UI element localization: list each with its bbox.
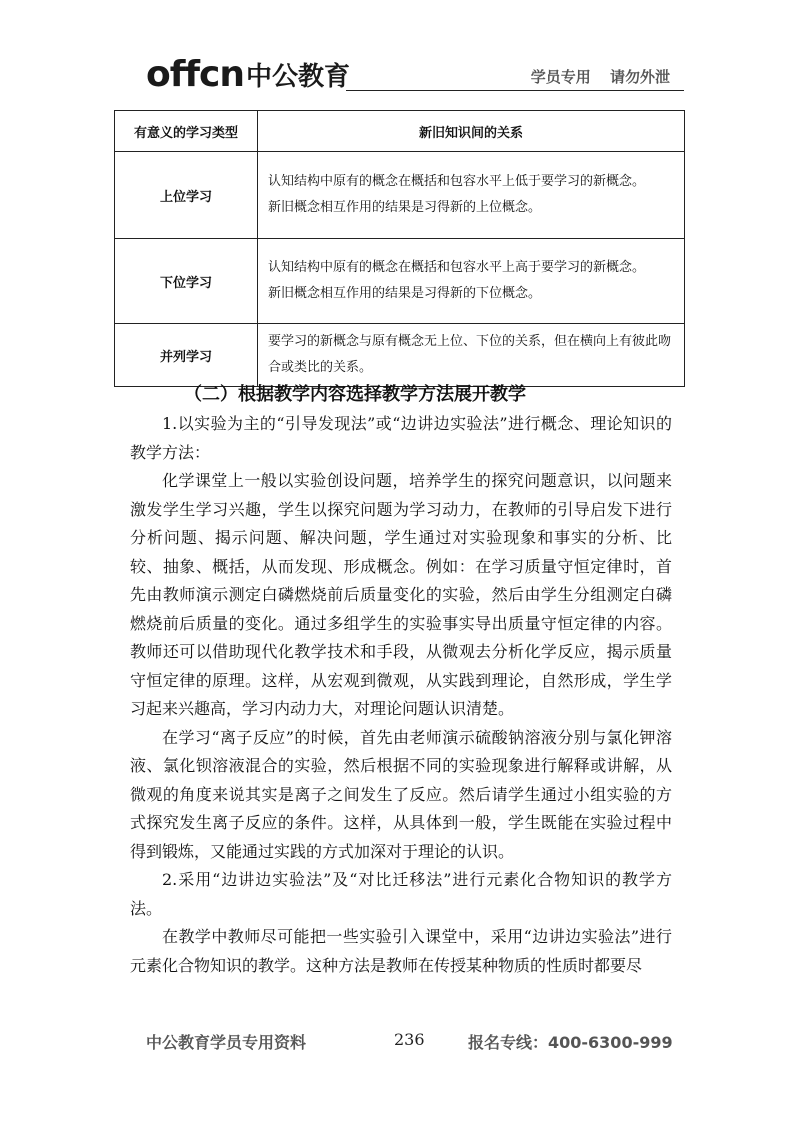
column-header-relation: 新旧知识间的关系 bbox=[258, 111, 685, 152]
page-footer bbox=[146, 1030, 686, 1052]
relation-line: 认知结构中原有的概念在概括和包容水平上高于要学习的新概念。 bbox=[268, 260, 646, 275]
relation-line: 要学习的新概念与原有概念无上位、下位的关系，但在横向上有彼此吻合或类比的关系。 bbox=[268, 334, 672, 375]
table-header-row bbox=[115, 111, 685, 152]
relation-line: 新旧概念相互作用的结果是习得新的上位概念。 bbox=[268, 200, 542, 215]
paragraph: 在教学中教师尽可能把一些实验引入课堂中，采用“边讲边实验法”进行元素化合物知识的教学。这种方法是教师在传授某种物质的性质时都要尽 bbox=[130, 927, 672, 975]
body-text bbox=[130, 410, 672, 980]
learning-type-table bbox=[114, 110, 685, 387]
paragraph: 在学习“离子反应”的时候，首先由老师演示硫酸钠溶液分别与氯化钾溶液、氯化钡溶液混合的实验，然后根据不同的实验现象进行解释或讲解，从微观的角度来说其实是离子之间发生了反应。然后请学生通过小组实验的方式探究发生离子反应的条件。这样，从具体到一般，学生既能在实验过程中得到锻炼，又能通过实践的方式加深对于理论的认识。 bbox=[130, 727, 672, 861]
table-row bbox=[115, 152, 685, 239]
section-title: （二）根据教学内容选择教学方法展开教学 bbox=[184, 384, 526, 405]
table-row bbox=[115, 324, 685, 387]
paragraph: 化学课堂上一般以实验创设问题，培养学生的探究问题意识，以问题来激发学生学习兴趣，学生以探究问题为学习动力，在教师的引导启发下进行分析问题、揭示问题、解决问题，学生通过对实验现象和事实的分析、比较、抽象、概括，从而发现、形成概念。例如：在学习质量守恒定律时，首先由教师演示测定白磷燃烧前后质量变化的实验，然后由学生分组测定白磷燃烧前后质量的变化。通过多组学生的实验事实导出质量守恒定律的内容。教师还可以借助现代化教学技术和手段，从微观去分析化学反应，揭示质量守恒定律的原理。这样，从宏观到微观，从实践到理论，自然形成，学生学习起来兴趣高，学习内动力大，对理论问题认识清楚。 bbox=[130, 471, 672, 718]
paragraph: 2.采用“边讲边实验法”及“对比迁移法”进行元素化合物知识的教学方法。 bbox=[130, 870, 672, 918]
offcn-logo bbox=[146, 54, 351, 95]
relation-cell bbox=[258, 152, 685, 239]
learning-type-cell: 上位学习 bbox=[115, 152, 258, 239]
header-note-2: 请勿外泄 bbox=[609, 68, 670, 86]
table-row bbox=[115, 239, 685, 324]
relation-line: 认知结构中原有的概念在概括和包容水平上低于要学习的新概念。 bbox=[268, 174, 646, 189]
header-note bbox=[517, 66, 670, 87]
logo-chinese: 中公教育 bbox=[246, 62, 351, 92]
footer-label: 中公教育学员专用资料 bbox=[146, 1033, 307, 1052]
relation-line: 新旧概念相互作用的结果是习得新的下位概念。 bbox=[268, 286, 542, 301]
relation-cell bbox=[258, 324, 685, 387]
relation-cell bbox=[258, 239, 685, 324]
learning-type-cell: 下位学习 bbox=[115, 239, 258, 324]
header-rule bbox=[346, 90, 684, 91]
learning-type-cell: 并列学习 bbox=[115, 324, 258, 387]
header-note-1: 学员专用 bbox=[530, 68, 591, 86]
paragraph: 1.以实验为主的“引导发现法”或“边讲边实验法”进行概念、理论知识的教学方法： bbox=[130, 414, 672, 462]
footer-hotline: 报名专线：400-6300-999 bbox=[468, 1033, 673, 1052]
logo-wordmark: offcn bbox=[146, 54, 245, 95]
page-header bbox=[146, 52, 684, 94]
page-number: 236 bbox=[394, 1030, 425, 1049]
column-header-type: 有意义的学习类型 bbox=[115, 111, 258, 152]
